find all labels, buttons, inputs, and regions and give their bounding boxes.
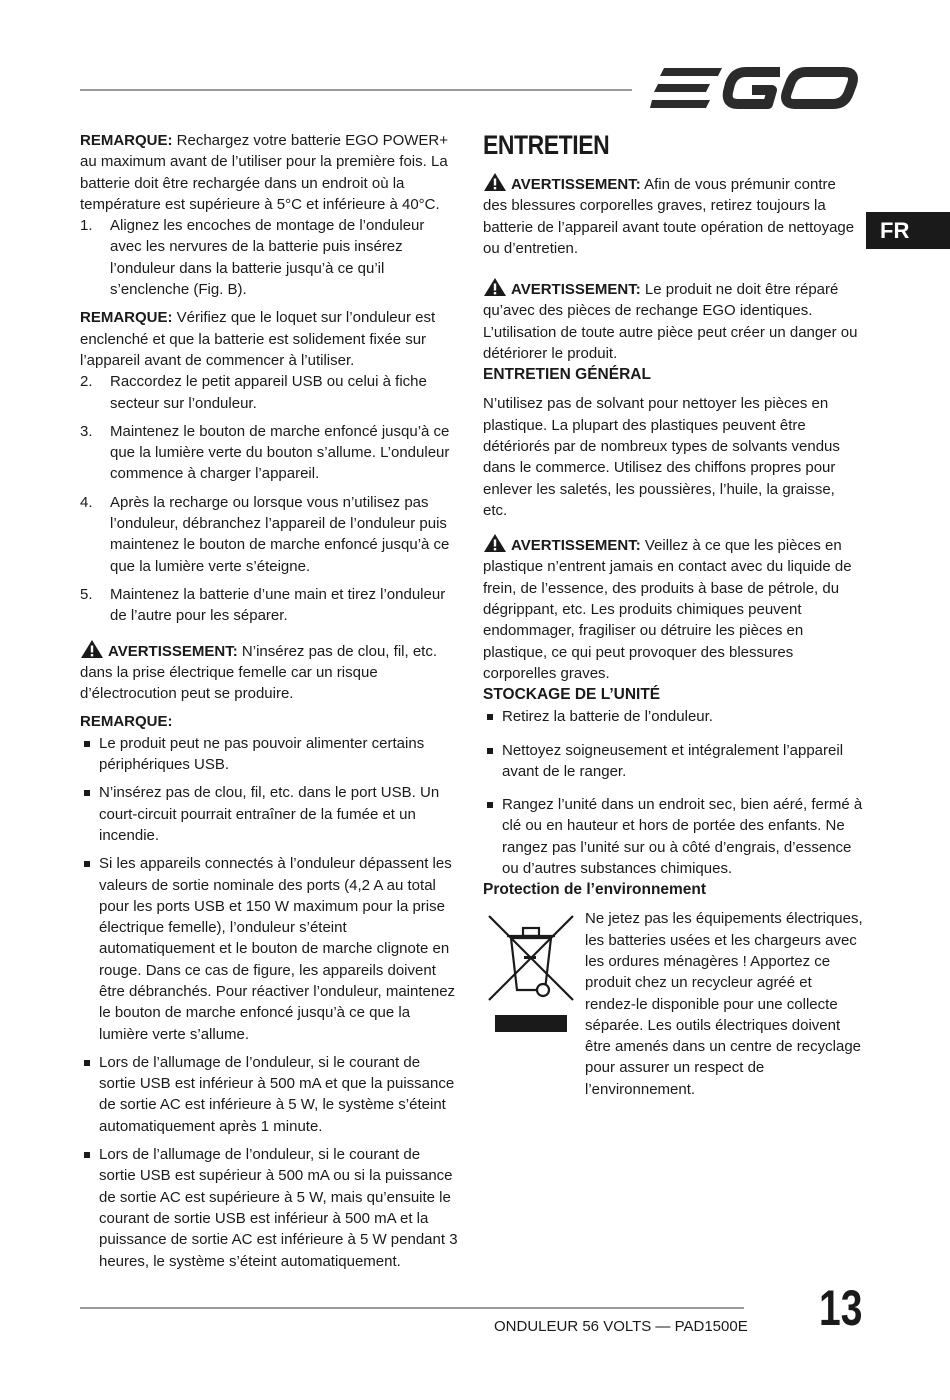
list-item-text: Le produit peut ne pas pouvoir alimenter certains périphériques USB. <box>99 734 425 774</box>
general-text: N’utilisez pas de solvant pour nettoyer les pièces en plastique. La plupart des plastiques peuvent être détériorés par de nombreux types de solvants vendus dans le commerce. Utilisez des chiffons propres pour enlever les saletés, les poussières, l’huile, la graisse, etc. <box>483 395 840 519</box>
step-number: 5. <box>80 585 93 603</box>
step-item <box>80 492 458 577</box>
remarks-list <box>80 733 458 1272</box>
list-item <box>80 853 458 1045</box>
list-item-text: Retirez la batterie de l’onduleur. <box>502 708 713 726</box>
environment-text: Ne jetez pas les équipements électriques, les batteries usées et les chargeurs avec les ordures ménagères ! Apportez ce produit chez un recycleur agréé et rendez-le disponible pour une collecte séparée. Les outils électriques doivent être amenés dans un centre de recyclage pour assurer un respect de l’environnement. <box>585 910 863 1098</box>
general-heading: ENTRETIEN GÉNÉRAL <box>483 366 651 384</box>
step-item <box>80 215 458 300</box>
steps-list-a <box>80 215 458 300</box>
note-charge <box>80 130 458 215</box>
bullet-square-icon <box>84 741 90 747</box>
left-column <box>80 130 458 1272</box>
warning-label: AVERTISSEMENT: <box>511 176 641 193</box>
bullet-square-icon <box>487 748 493 754</box>
step-number: 3. <box>80 422 93 440</box>
warning-label: AVERTISSEMENT: <box>511 281 641 299</box>
step-item <box>80 421 458 485</box>
header-rule <box>80 89 632 91</box>
note-label-standalone: REMARQUE: <box>80 713 173 731</box>
bullet-square-icon <box>487 802 493 808</box>
list-item <box>483 794 863 879</box>
list-item-text: Si les appareils connectés à l’onduleur dépassent les valeurs de sortie nominale des ports (4,2 A au total pour les ports USB et 150 W maximum pour la prise électrique femelle), l’onduleur s’éteint automatiquement et le bouton de marche clignote en rouge. Dans ce cas de figure, les appareils doivent être débranchés. Pour réactiver l’onduleur, maintenez le bouton de marche enfoncé jusqu’à ce que la lumière verte s’allume. <box>99 855 456 1043</box>
step-item <box>80 371 458 414</box>
list-item <box>483 706 863 727</box>
bullet-square-icon <box>84 861 90 867</box>
warning-icon <box>80 639 104 659</box>
list-item-text: Lors de l’allumage de l’onduleur, si le courant de sortie USB est inférieur à 500 mA et que la puissance de sortie AC est inférieure à 5 W, le système s’éteint automatiquement après 1 minute. <box>99 1053 455 1135</box>
note-text: Vérifiez que le loquet sur l’onduleur est enclenché et que la batterie est solidement fixée sur l’appareil avant de commencer à l’utiliser. <box>80 309 436 369</box>
warning-outlet <box>80 639 458 705</box>
storage-list <box>483 706 863 879</box>
list-item-text: Nettoyez soigneusement et intégralement l’appareil avant de le ranger. <box>502 741 844 780</box>
footer-rule <box>80 1307 744 1309</box>
step-number: 2. <box>80 373 93 391</box>
bullet-square-icon <box>84 1152 90 1158</box>
footer-product: ONDULEUR 56 VOLTS — PAD1500E <box>494 1318 748 1335</box>
list-item <box>80 1144 458 1272</box>
environment-heading: Protection de l’environnement <box>483 881 707 899</box>
step-number: 1. <box>80 217 93 235</box>
section-title: ENTRETIEN <box>483 130 610 160</box>
note-label: REMARQUE: <box>80 309 173 327</box>
warning-cleaning <box>483 172 863 259</box>
bullet-square-icon <box>84 1060 90 1066</box>
list-item <box>80 1052 458 1137</box>
warning-icon <box>483 277 507 297</box>
step-text: Maintenez le bouton de marche enfoncé jusqu’à ce que la lumière verte du bouton s’allume. L’onduleur commence à charger l’appareil. <box>110 422 450 483</box>
separate-collection-bar <box>495 1015 567 1032</box>
step-text: Raccordez le petit appareil USB ou celui à fiche secteur sur l’onduleur. <box>110 373 427 412</box>
warning-text: Le produit ne doit être réparé qu’avec des pièces de rechange EGO identiques. L’utilisation de toute autre pièce peut créer un danger ou détériorer le produit. <box>483 281 858 363</box>
right-column <box>483 130 863 1108</box>
bullet-square-icon <box>487 714 493 720</box>
language-tab: FR <box>866 212 950 249</box>
step-number: 4. <box>80 493 93 511</box>
warning-text: Veillez à ce que les pièces en plastique n’entrent jamais en contact avec du liquide de frein, de l’essence, des produits à base de pétrole, du dégrippant, etc. Les produits chimiques peuvent endommager, fragiliser ou détruire les pièces en plastique, ce qui peut provoquer des blessures corporelles graves. <box>483 537 852 682</box>
step-item <box>80 584 458 627</box>
step-text: Maintenez la batterie d’une main et tirez l’onduleur de l’autre pour les séparer. <box>110 585 446 625</box>
note-text: Rechargez votre batterie EGO POWER+ au maximum avant de l’utiliser pour la première fois. La batterie doit être rechargée dans un endroit où la température est supérieure à 5°C et inférieure à 40°C. <box>80 132 449 213</box>
list-item-text: N’insérez pas de clou, fil, etc. dans le port USB. Un court-circuit pourrait entraîner de la fumée et un incendie. <box>99 784 440 844</box>
warning-chemicals <box>483 533 863 684</box>
list-item <box>483 740 863 783</box>
crossed-bin-icon <box>487 914 575 1002</box>
warning-label: AVERTISSEMENT: <box>108 642 238 660</box>
list-item <box>80 782 458 846</box>
step-text: Après la recharge ou lorsque vous n’utilisez pas l’onduleur, débranchez l’appareil de l’onduleur puis maintenez le bouton de marche enfoncé jusqu’à ce que la lumière verte s’éteigne. <box>110 493 450 575</box>
warning-parts <box>483 277 863 364</box>
note-latch <box>80 307 458 371</box>
warning-label: AVERTISSEMENT: <box>511 537 641 555</box>
bullet-square-icon <box>84 790 90 796</box>
ego-logo <box>650 62 862 114</box>
storage-heading: STOCKAGE DE L’UNITÉ <box>483 686 661 704</box>
list-item <box>80 733 458 776</box>
warning-icon <box>483 533 507 553</box>
warning-text: Afin de vous prémunir contre des blessures corporelles graves, retirez toujours la batterie de l’appareil avant toute opération de nettoyage ou d’entretien. <box>483 176 855 257</box>
step-text: Alignez les encoches de montage de l’onduleur avec les nervures de la batterie puis insérez l’onduleur dans la batterie jusqu’à ce qu’il s’enclenche (Fig. B). <box>110 217 425 299</box>
steps-list-b <box>80 371 458 626</box>
environment-block <box>483 908 863 1108</box>
warning-text: N’insérez pas de clou, fil, etc. dans la prise électrique femelle car un risque d’électrocution peut se produire. <box>80 642 437 703</box>
page-number: 13 <box>819 1280 863 1336</box>
list-item-text: Lors de l’allumage de l’onduleur, si le courant de sortie USB est supérieur à 500 mA ou si la puissance de sortie AC est supérieure à 5 W, mais qu’ensuite le courant de sortie USB est inférieur à 500 mA et la puissance de sortie AC est inférieure à 5 W pendant 3 heures, le système s’éteint automatiquement. <box>99 1146 458 1270</box>
note-label: REMARQUE: <box>80 132 173 149</box>
list-item-text: Rangez l’unité dans un endroit sec, bien aéré, fermé à clé ou en hauteur et hors de portée des enfants. Ne rangez pas l’unité sur ou à côté d’engrais, d’essence ou d’autres substances chimiques. <box>502 796 863 878</box>
warning-icon <box>483 172 507 192</box>
